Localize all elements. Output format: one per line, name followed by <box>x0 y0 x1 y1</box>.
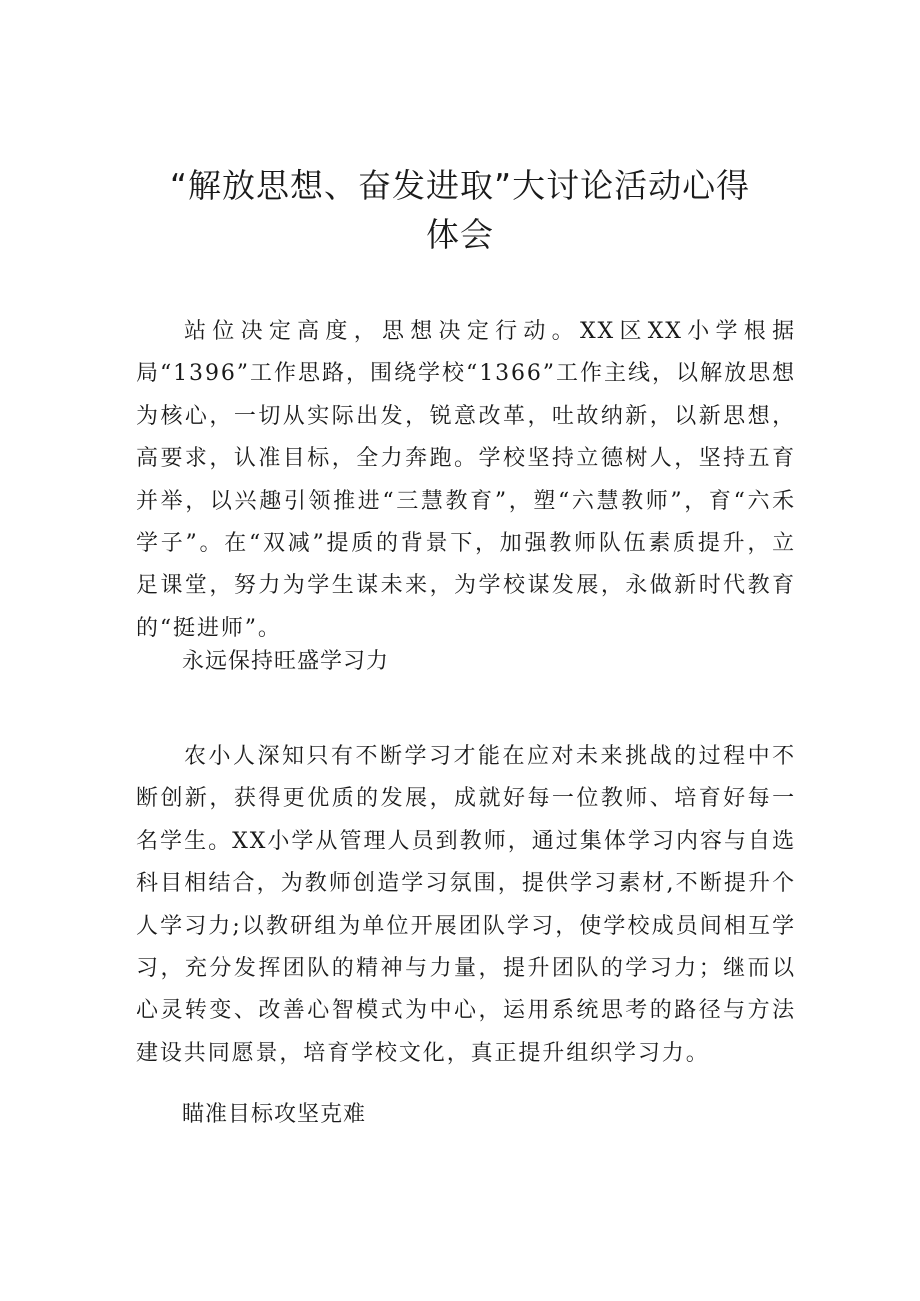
document-title-line-1: “解放思想、奋发进取”大讨论活动心得 <box>169 166 751 205</box>
section-heading-learning: 永远保持旺盛学习力 <box>182 649 390 674</box>
paragraph-intro: 站位决定高度，思想决定行动。XX区XX小学根据局“1396”工作思路，围绕学校“1366”工作主线，以解放思想为核心，一切从实际出发，锐意改革，吐故纳新，以新思想，高要求，认准目标，全力奔跑。学校坚持立德树人，坚持五育并举，以兴趣引领推进“三慧教育”，塑“六慧教师”，育“六禾学子”。在“双减”提质的背景下，加强教师队伍素质提升，立足课堂，努力为学生谋未来，为学校谋发展，永做新时代教育的“挺进师”。 <box>136 319 796 641</box>
section-heading-goals: 瞄准目标攻坚克难 <box>182 1102 367 1127</box>
paragraph-learning: 农小人深知只有不断学习才能在应对未来挑战的过程中不断创新，获得更优质的发展，成就好每一位教师、培育好每一名学生。XX小学从管理人员到教师，通过集体学习内容与自选科目相结合，为教师创造学习氛围，提供学习素材,不断提升个人学习力;以教研组为单位开展团队学习，使学校成员间相互学习，充分发挥团队的精神与力量，提升团队的学习力；继而以心灵转变、改善心智模式为中心，运用系统思考的路径与方法建设共同愿景，培育学校文化，真正提升组织学习力。 <box>136 744 796 1066</box>
document-title-line-2: 体会 <box>426 215 494 254</box>
